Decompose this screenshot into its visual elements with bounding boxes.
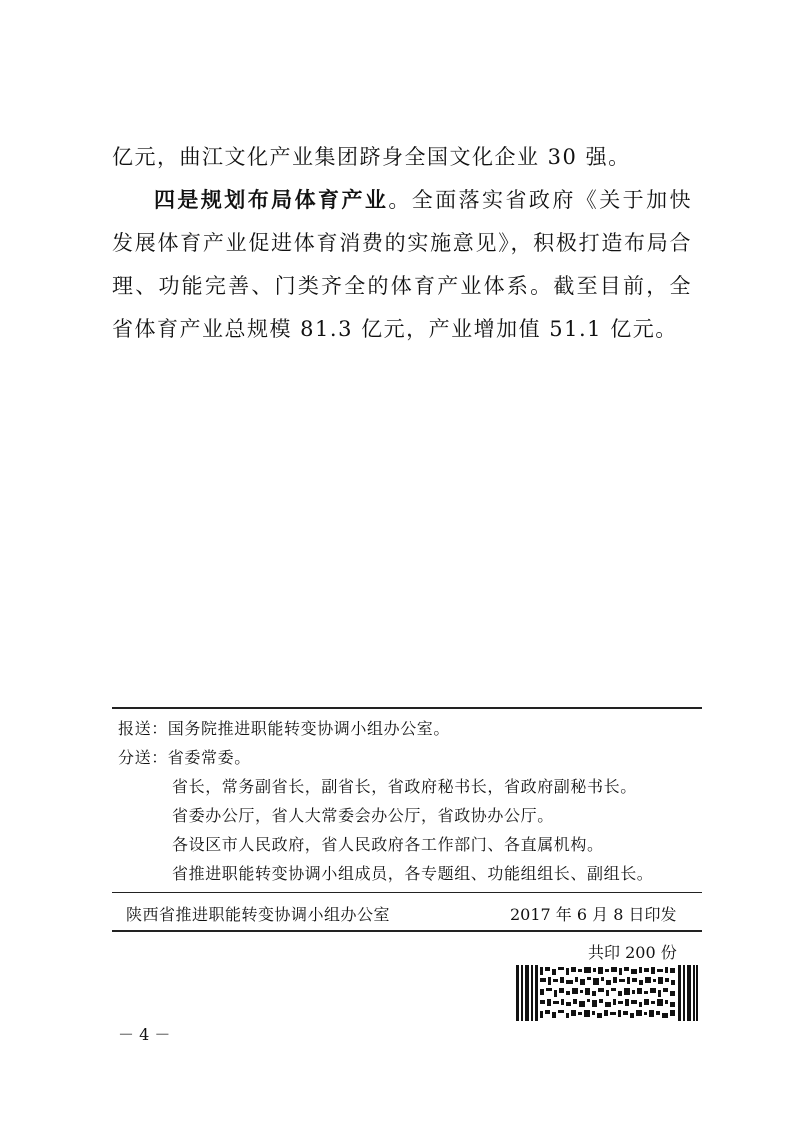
copy-to-line-4: 省推进职能转变协调小组成员，各专题组、功能组组长、副组长。 <box>172 864 654 883</box>
barcode-image <box>516 965 698 1021</box>
issuer-bottom-rule <box>112 930 702 932</box>
issuer: 陕西省推进职能转变协调小组办公室 <box>126 905 391 924</box>
copy-to-line-1: 省长，常务副省长，副省长，省政府秘书长，省政府副秘书长。 <box>172 777 637 796</box>
paragraph-2 <box>112 179 692 351</box>
copies-count: 共印 200 份 <box>588 943 677 962</box>
page-number: － 4 － <box>118 1025 171 1044</box>
body-text <box>112 136 692 351</box>
paragraph-2-text: 。全面落实省政府《关于加快发展体育产业促进体育消费的实施意见》，积极打造布局合理、功能完善、门类齐全的体育产业体系。截至目前，全省体育产业总规模 81.3 亿元，产业增加值 51.1 亿元。 <box>112 188 693 341</box>
distribution-top-rule <box>112 707 702 709</box>
copy-to-line-3: 各设区市人民政府，省人民政府各工作部门、各直属机构。 <box>172 835 604 854</box>
report-to-line: 报送：国务院推进职能转变协调小组办公室。 <box>118 719 451 738</box>
issue-date: 2017 年 6 月 8 日印发 <box>510 905 677 924</box>
copy-to-line: 分送：省委常委。 <box>118 748 251 767</box>
paragraph-1: 亿元，曲江文化产业集团跻身全国文化企业 30 强。 <box>112 145 631 169</box>
copy-to-line-2: 省委办公厅，省人大常委会办公厅，省政协办公厅。 <box>172 806 554 825</box>
paragraph-2-lead: 四是规划布局体育产业 <box>154 188 389 212</box>
issuer-top-rule <box>112 892 702 893</box>
